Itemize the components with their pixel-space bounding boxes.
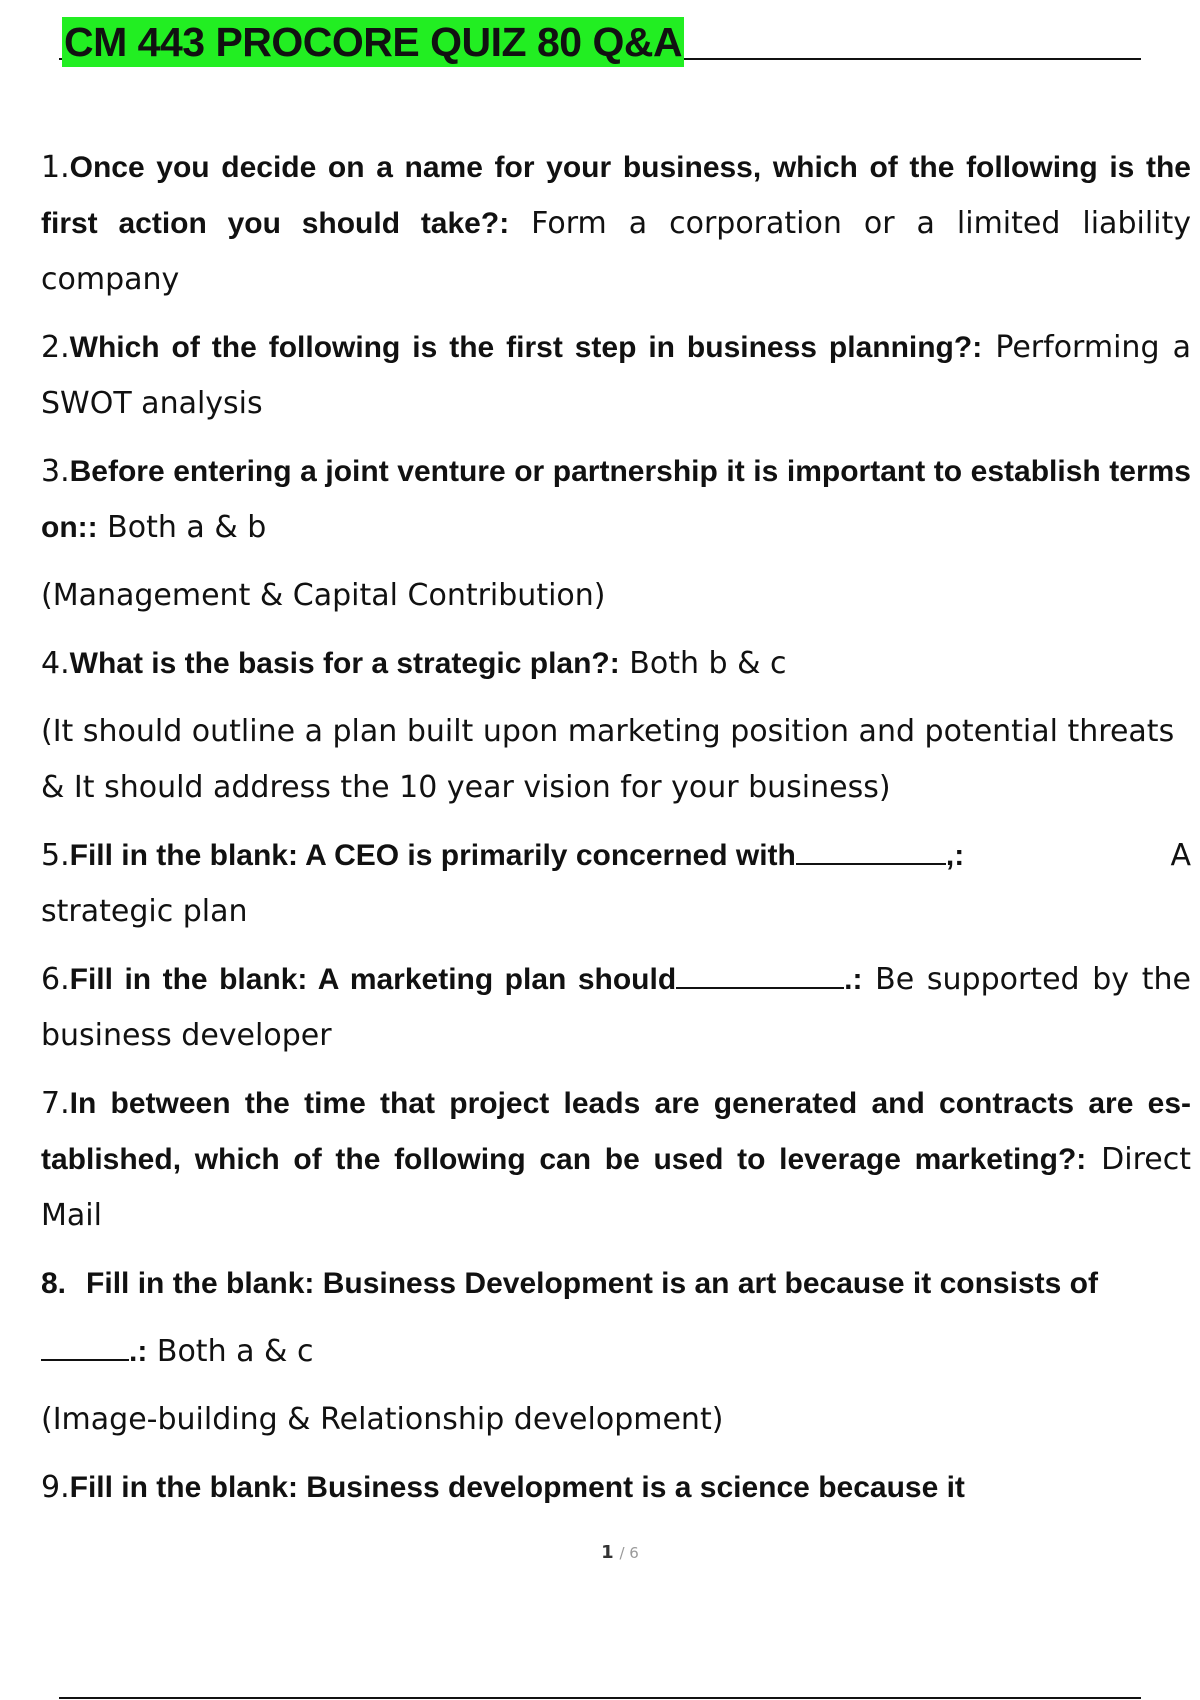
answer-text: Both b & c: [619, 646, 787, 681]
answer-note: (It should outline a plan built upon marketing position and potential threats & It should address the 10 year vision for your business): [41, 714, 1175, 805]
page-indicator: [0, 1542, 1200, 1563]
question-suffix: ,:: [945, 839, 965, 872]
question-number: 1.: [41, 150, 70, 185]
question-text: Which of the following is the first step in business planning?:: [69, 331, 983, 364]
question-number: 4.: [41, 646, 70, 681]
question-text: What is the basis for a strategic plan?:: [69, 647, 620, 680]
question-text: Fill in the blank: Business Development is an art because it consists of: [86, 1267, 1098, 1300]
question-8: [41, 1256, 1191, 1380]
question-list: [41, 140, 1191, 1528]
question-number: 7.: [41, 1086, 70, 1121]
answer-text: Be supported by the business developer: [41, 962, 1191, 1053]
answer-text: Direct Mail: [41, 1142, 1191, 1233]
question-number: 8.: [41, 1267, 67, 1300]
question-number: 6.: [41, 962, 70, 997]
question-text: Fill in the blank: A CEO is primarily concerned with: [69, 839, 796, 872]
question-number: 3.: [41, 454, 70, 489]
answer-text: Form a corporation or a limited liability company: [41, 206, 1192, 297]
fill-blank: [796, 833, 946, 865]
question-1: [41, 140, 1191, 308]
question-3: [41, 444, 1191, 556]
question-text: Once you decide on a name for your business, which of the following is the first action you should take?:: [41, 151, 1191, 240]
question-number: 5.: [41, 838, 70, 873]
question-text: Fill in the blank: A marketing plan should: [69, 963, 677, 996]
question-suffix: .:: [844, 963, 863, 996]
question-text: In between the time that project leads are generated and contracts are es- tablished, which of the following can be used to leverage marketing?:: [41, 1087, 1191, 1176]
answer-text: Both a & b: [97, 510, 267, 545]
page-current: 1: [601, 1542, 614, 1563]
question-5: [41, 828, 1191, 940]
bottom-rule: [59, 1697, 1141, 1699]
answer-note: (Image-building & Relationship development): [41, 1402, 724, 1437]
question-text: Before entering a joint venture or partnership it is important to establish terms on::: [41, 455, 1191, 544]
question-2: [41, 320, 1191, 432]
fill-blank: [41, 1329, 129, 1361]
answer-note: (Management & Capital Contribution): [41, 578, 606, 613]
question-number: 2.: [41, 330, 70, 365]
question-number: 9.: [41, 1470, 70, 1505]
question-text: Fill in the blank: Business development is a science because it: [69, 1471, 965, 1504]
fill-blank: [676, 957, 844, 989]
title-row: [59, 16, 1141, 65]
answer-text-continued: strategic plan: [41, 894, 248, 929]
question-suffix: .:: [129, 1335, 148, 1368]
question-7: [41, 1076, 1191, 1244]
question-4: [41, 636, 1191, 692]
page-total: / 6: [619, 1544, 639, 1562]
answer-text: A: [1170, 838, 1191, 873]
answer-text: Both a & c: [147, 1334, 314, 1369]
question-6: [41, 952, 1191, 1064]
answer-text: Performing a SWOT analysis: [41, 330, 1191, 421]
document-title: CM 443 PROCORE QUIZ 80 Q&A: [64, 19, 683, 65]
question-9: [41, 1460, 1191, 1516]
